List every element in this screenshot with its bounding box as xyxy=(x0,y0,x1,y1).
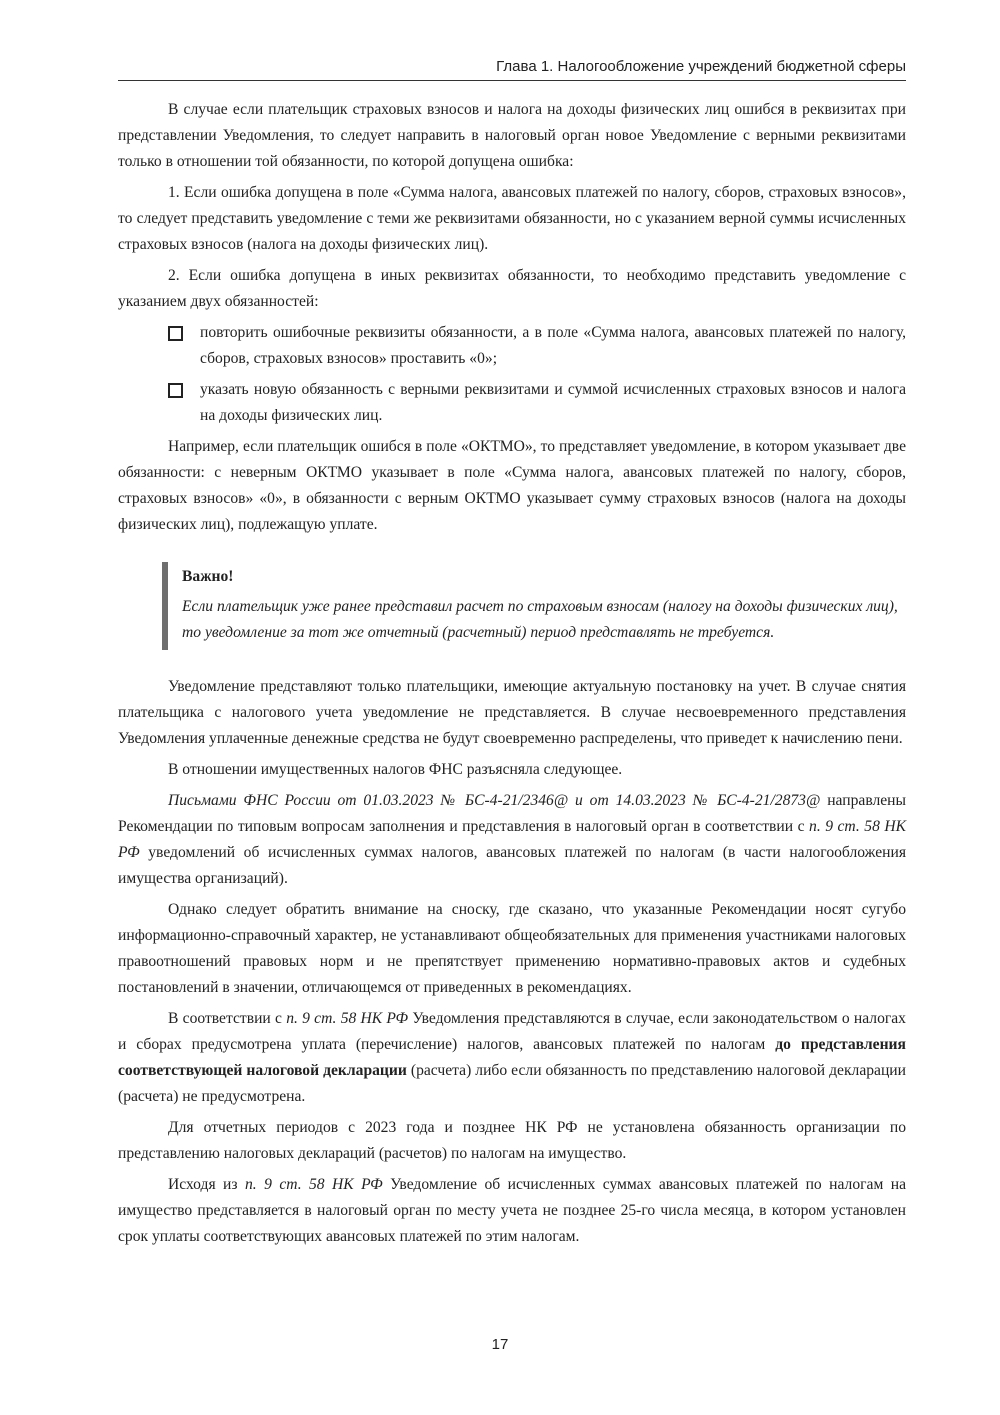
list-item-text: повторить ошибочные реквизиты обязанности, а в поле «Сумма налога, авансовых платежей по налогу, сборов, страховых взносов» проставить «0»; xyxy=(200,324,906,367)
paragraph: Однако следует обратить внимание на сноску, где сказано, что указанные Рекомендации носят сугубо информационно-справочный характер, не устанавливают общеобязательных для применения участниками налоговых правоотношений правовых норм и не препятствует применению нормативно-правовых актов и судебных постановлений в значении, отличающемся от приведенных в рекомендациях. xyxy=(118,901,906,996)
legal-reference: п. 9 ст. 58 НК РФ xyxy=(286,1010,409,1027)
text-span: уведомлений об исчисленных суммах налогов, авансовых платежей по налогам (в части налогообложения имущества организаций). xyxy=(118,844,906,887)
note-text: Если плательщик уже ранее представил расчет по страховым взносам (налогу на доходы физических лиц), то уведомление за тот же отчетный (расчетный) период представлять не требуется. xyxy=(182,598,898,641)
running-header xyxy=(118,58,906,81)
text-span: (расчета) либо если обязанность по представлению налоговой декларации (расчета) не предусмотрена. xyxy=(118,1062,906,1105)
paragraph: Например, если плательщик ошибся в поле «ОКТМО», то представляет уведомление, в котором указывает две обязанности: с неверным ОКТМО указывает в поле «Сумма налога, авансовых платежей по налогу, сборов, страховых взносов» «0», в обязанности с верным ОКТМО указывает сумму страховых взносов (налога на доходы физических лиц), подлежащую уплате. xyxy=(118,438,906,533)
chapter-title: Глава 1. Налогообложение учреждений бюджетной сферы xyxy=(496,58,906,75)
paragraph: Уведомление представляют только плательщики, имеющие актуальную постановку на учет. В случае снятия плательщика с налогового учета уведомление не представляется. В случае несвоевременного представления Уведомления уплаченные денежные средства не будут своевременно распределены, что приведет к начислению пени. xyxy=(118,678,906,747)
paragraph xyxy=(118,788,906,892)
page-body xyxy=(118,97,906,1255)
list-item xyxy=(118,320,906,372)
text-span: Уведомления представляются в случае, если законодательством о налогах и сборах предусмотрена уплата (перечисление) налогов, авансовых платежей по налогам xyxy=(118,1010,906,1053)
legal-reference: п. 9 ст. 58 НК РФ xyxy=(118,818,906,861)
list-item-text: указать новую обязанность с верными реквизитами и суммой исчисленных страховых взносов и налога на доходы физических лиц. xyxy=(200,381,906,424)
text-span: направлены Рекомендации по типовым вопросам заполнения и представления в налоговый орган в соответствии с xyxy=(118,792,906,835)
list-item xyxy=(118,377,906,429)
text-span: В соответствии с xyxy=(168,1010,287,1027)
bold-phrase: до представления соответствующей налоговой декларации xyxy=(118,1036,906,1079)
paragraph xyxy=(118,1006,906,1110)
legal-reference: Письмами ФНС России от 01.03.2023 № БС-4-21/2346@ и от 14.03.2023 № БС-4-21/2873@ xyxy=(168,792,821,809)
paragraph: 1. Если ошибка допущена в поле «Сумма налога, авансовых платежей по налогу, сборов, страховых взносов», то следует представить уведомление с теми же реквизитами обязанности, но с указанием верной суммы исчисленных страховых взносов (налога на доходы физических лиц). xyxy=(118,184,906,253)
checkbox-icon xyxy=(168,383,183,398)
paragraph: В случае если плательщик страховых взносов и налога на доходы физических лиц ошибся в реквизитах при представлении Уведомления, то следует направить в налоговый орган новое Уведомление с верными реквизитами только в отношении той обязанности, по которой допущена ошибка: xyxy=(118,101,906,170)
text-span: Исходя из xyxy=(168,1176,245,1193)
paragraph xyxy=(118,1172,906,1250)
paragraph: В отношении имущественных налогов ФНС разъясняла следующее. xyxy=(168,761,623,778)
page-number: 17 xyxy=(491,1336,509,1353)
paragraph: 2. Если ошибка допущена в иных реквизитах обязанности, то необходимо представить уведомление с указанием двух обязанностей: xyxy=(118,267,906,310)
important-note xyxy=(162,562,906,650)
checkbox-list xyxy=(118,320,906,429)
legal-reference: п. 9 ст. 58 НК РФ xyxy=(244,1176,383,1193)
note-title: Важно! xyxy=(182,568,234,585)
paragraph: Для отчетных периодов с 2023 года и позднее НК РФ не установлена обязанность организации по представлению налоговых деклараций (расчетов) по налогам на имущество. xyxy=(118,1119,906,1162)
checkbox-icon xyxy=(168,326,183,341)
text-span: Уведомление об исчисленных суммах авансовых платежей по налогам на имущество представляется в налоговый орган по месту учета не позднее 25-го числа месяца, в котором установлен срок уплаты соответствующих авансовых платежей по этим налогам. xyxy=(118,1176,906,1245)
